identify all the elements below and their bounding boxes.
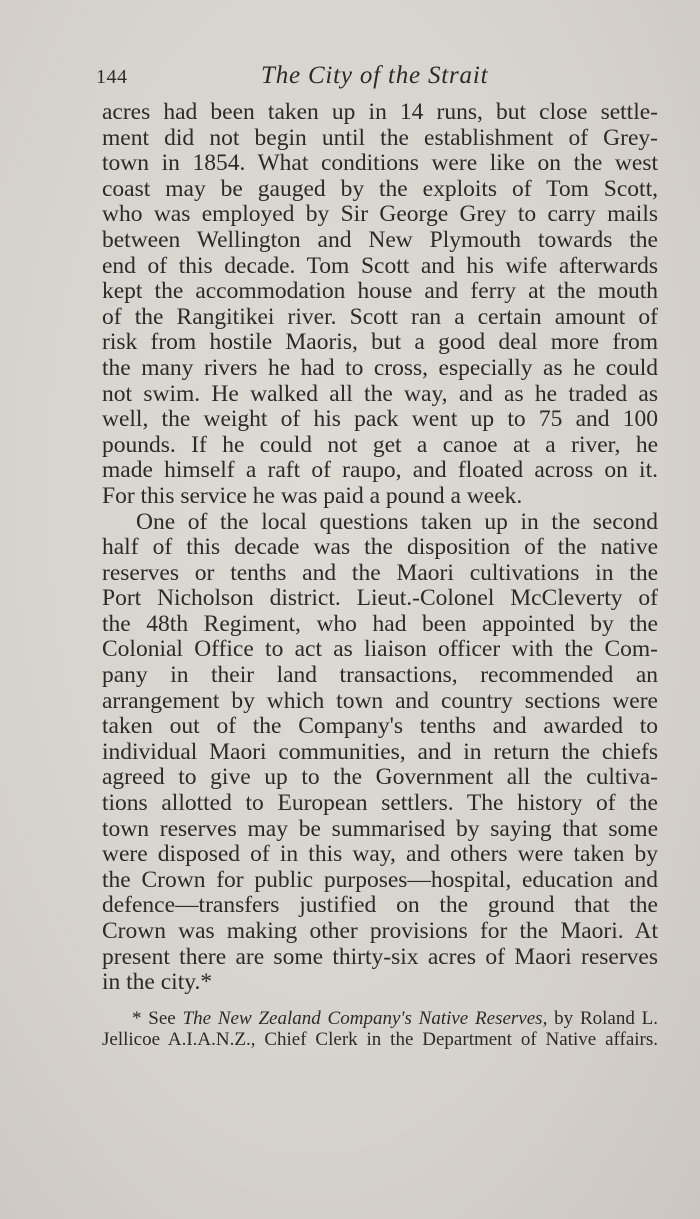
text-line: Port Nicholson district. Lieut.-Colonel McCleverty of (102, 585, 658, 612)
footnote-line: Jellicoe A.I.A.N.Z., Chief Clerk in the Department of Native affairs. (102, 1029, 658, 1050)
text-line: made himself a raft of raupo, and floated across on it. (102, 457, 658, 484)
text-line: the Crown for public purposes—hospital, education and (102, 866, 658, 893)
text-line: arrangement by which town and country sections were (102, 687, 658, 714)
text-line: acres had been taken up in 14 runs, but close settle- (102, 99, 658, 125)
footnote-line (102, 1008, 658, 1029)
text-line: tions allotted to European settlers. The history of the (102, 790, 658, 817)
text-line: pounds. If he could not get a canoe at a river, he (102, 431, 658, 458)
text-line: well, the weight of his pack went up to 75 and 100 (102, 406, 658, 433)
text-line: of the Rangitikei river. Scott ran a certain amount of (102, 303, 658, 330)
text-line: end of this decade. Tom Scott and his wife afterwards (102, 252, 658, 279)
text-line: reserves or tenths and the Maori cultivations in the (102, 559, 658, 586)
text-line: kept the accommodation house and ferry at the mouth (102, 278, 658, 305)
text-line: Colonial Office to act as liaison officer with the Com- (102, 636, 658, 663)
page-number: 144 (96, 66, 128, 88)
text-line: the many rivers he had to cross, especially as he could (102, 354, 658, 381)
text-line: ment did not begin until the establishment of Grey- (102, 124, 658, 151)
text-line: who was employed by Sir George Grey to carry mails (102, 201, 658, 228)
text-line: Crown was making other provisions for the Maori. At (102, 918, 658, 944)
text-line: For this service he was paid a pound a week. (102, 482, 523, 509)
text-line: in the city.* (102, 969, 213, 996)
text-line: were disposed of in this way, and others were taken by (102, 841, 658, 868)
text-line: pany in their land transactions, recommended an (102, 662, 658, 689)
text-line: One of the local questions taken up in the second (136, 508, 658, 535)
footnote-prefix: * See (132, 1008, 183, 1029)
footnote (102, 1008, 658, 1050)
text-line: risk from hostile Maoris, but a good deal more from (102, 329, 658, 356)
text-line: town in 1854. What conditions were like on the west (102, 150, 658, 177)
footnote-cited-title: The New Zealand Company's Native Reserves, (182, 1008, 548, 1029)
text-line: between Wellington and New Plymouth towards the (102, 226, 658, 253)
text-line: taken out of the Company's tenths and awarded to (102, 713, 658, 740)
text-line: defence—transfers justified on the ground that the (102, 892, 658, 919)
text-line: coast may be gauged by the exploits of Tom Scott, (102, 175, 658, 202)
running-title: The City of the Strait (261, 62, 489, 89)
text-line: present there are some thirty-six acres of Maori reserves (102, 943, 658, 970)
text-line: town reserves may be summarised by saying that some (102, 815, 658, 842)
text-line: half of this decade was the disposition of the native (102, 534, 658, 561)
text-line: not swim. He walked all the way, and as he traded as (102, 380, 658, 407)
page-header (96, 62, 656, 92)
text-line: the 48th Regiment, who had been appointed by the (102, 610, 658, 637)
text-line: individual Maori communities, and in return the chiefs (102, 738, 658, 765)
body-text (102, 100, 658, 996)
footnote-author: by Roland L. (547, 1008, 658, 1029)
text-line: agreed to give up to the Government all the cultiva- (102, 764, 658, 791)
